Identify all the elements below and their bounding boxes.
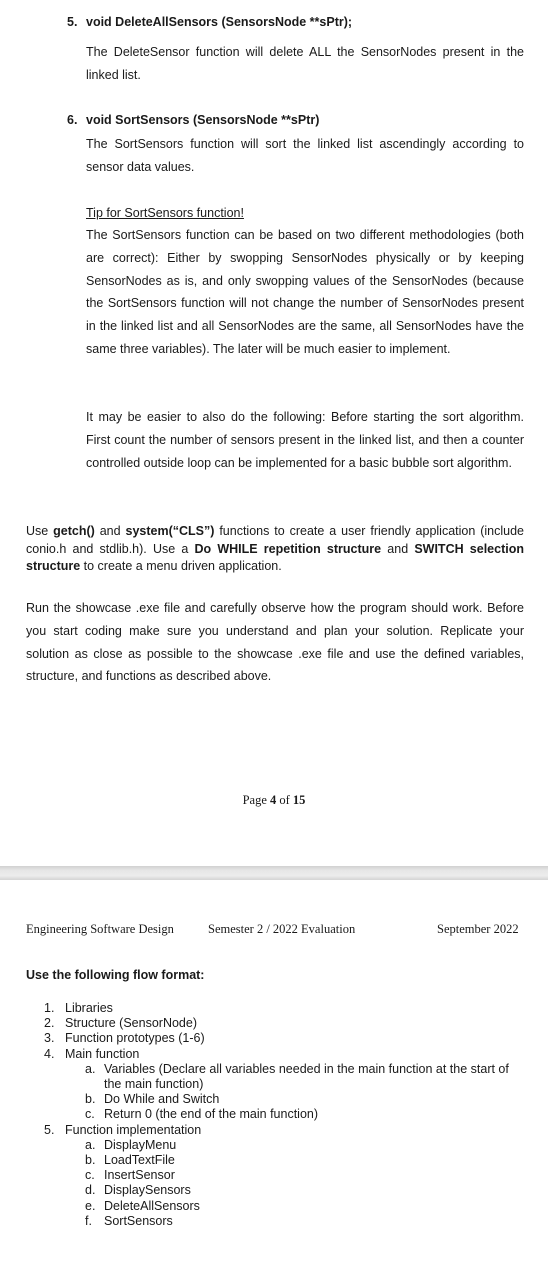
list-letter: e.	[85, 1198, 96, 1213]
bold-term: Do WHILE repetition structure	[194, 541, 382, 556]
list-letter: b.	[85, 1092, 96, 1107]
list-text: DisplaySensors	[104, 1183, 191, 1198]
list-letter: a.	[85, 1061, 96, 1076]
flow-list	[44, 1001, 524, 1229]
header-date: September 2022	[437, 922, 519, 936]
function-heading-sort: void SortSensors (SensorsNode **sPtr)	[86, 113, 320, 127]
item-number: 6.	[67, 113, 78, 127]
instructions-paragraph	[26, 523, 524, 576]
list-item	[85, 1107, 524, 1122]
text-span: functions to create a user friendly application (include conio.h and stdlib.h). Use a	[26, 524, 524, 556]
current-page: 4	[270, 793, 277, 807]
list-item	[85, 1199, 524, 1214]
list-number: 3.	[44, 1031, 55, 1046]
list-item	[85, 1168, 524, 1183]
list-letter: a.	[85, 1137, 96, 1152]
list-text: Libraries	[65, 1001, 113, 1015]
text-span: to create a menu driven application.	[80, 559, 282, 574]
list-text: Function implementation	[65, 1122, 202, 1137]
page-number	[0, 793, 548, 808]
list-text: InsertSensor	[104, 1168, 175, 1183]
delete-all-description: The DeleteSensor function will delete ALL the SensorNodes present in the linked list.	[86, 45, 524, 82]
list-item	[85, 1062, 524, 1092]
list-item	[44, 1047, 524, 1062]
list-item	[44, 1001, 524, 1016]
list-item	[85, 1183, 524, 1198]
list-letter: b.	[85, 1153, 96, 1168]
list-text: Return 0 (the end of the main function)	[104, 1107, 319, 1122]
header-course: Engineering Software Design	[26, 922, 174, 936]
list-number: 5.	[44, 1122, 55, 1137]
document-page-5	[0, 880, 548, 1261]
list-text: Do While and Switch	[104, 1092, 220, 1107]
showcase-paragraph: Run the showcase .exe file and carefully observe how the program should work. Before you start coding make sure you understand and plan your solution. Replicate your solution as close as possible to the showcase .exe file and use the defined variables, structure, and functions as described above.	[26, 601, 524, 684]
list-letter: d.	[85, 1183, 96, 1198]
list-letter: c.	[85, 1107, 95, 1122]
list-text: DisplayMenu	[104, 1137, 177, 1152]
implementation-sublist	[44, 1138, 524, 1229]
text-span: and	[94, 524, 126, 538]
list-number: 2.	[44, 1016, 55, 1031]
sort-description: The SortSensors function will sort the linked list ascendingly according to sensor data values.	[86, 137, 524, 174]
bold-term: getch()	[53, 524, 95, 538]
list-item	[85, 1138, 524, 1153]
list-text: Variables (Declare all variables needed in the main function at the start of the main function)	[104, 1061, 509, 1092]
list-letter: f.	[85, 1213, 92, 1228]
list-item	[85, 1092, 524, 1107]
tip-paragraph: The SortSensors function can be based on two different methodologies (both are correct): Either by swopping SensorNodes physically or by keeping SensorNodes as is, and only swopping values of the SensorNodes (because the SortSensors function will not change the number of SensorNodes present in the linked list and all SensorNodes are the same, all SensorNodes have the same three variables). The later will be much easier to implement.	[86, 228, 524, 356]
list-text: Function prototypes (1-6)	[65, 1031, 205, 1046]
list-text: DeleteAllSensors	[104, 1198, 200, 1213]
page-separator	[0, 866, 548, 880]
list-number: 4.	[44, 1046, 55, 1061]
tip-title: Tip for SortSensors function!	[86, 206, 244, 220]
list-item	[85, 1153, 524, 1168]
list-item	[44, 1016, 524, 1031]
list-number: 1.	[44, 1001, 55, 1015]
list-item	[85, 1214, 524, 1229]
list-letter: c.	[85, 1168, 95, 1183]
text-span: and	[381, 541, 415, 556]
main-function-sublist	[44, 1062, 524, 1123]
list-item	[44, 1123, 524, 1138]
list-text: SortSensors	[104, 1213, 173, 1228]
list-text: Structure (SensorNode)	[65, 1016, 198, 1031]
bold-term: SWITCH selection structure	[26, 541, 524, 574]
flow-format-title: Use the following flow format:	[26, 968, 205, 982]
page-prefix: Page	[242, 793, 270, 807]
item-number: 5.	[67, 15, 78, 29]
list-text: LoadTextFile	[104, 1153, 175, 1168]
page-of: of	[276, 793, 293, 807]
function-heading-delete-all: void DeleteAllSensors (SensorsNode **sPtr);	[86, 15, 353, 29]
list-text: Main function	[65, 1046, 140, 1061]
total-pages: 15	[292, 793, 306, 807]
tip-paragraph-2: It may be easier to also do the following: Before starting the sort algorithm. First count the number of sensors present in the linked list, and then a counter controlled outside loop can be implemented for a basic bubble sort algorithm.	[86, 410, 524, 470]
bold-term: system(“CLS”)	[125, 524, 215, 538]
list-item	[44, 1031, 524, 1046]
header-semester: Semester 2 / 2022 Evaluation	[208, 922, 356, 936]
text-span: Use	[26, 524, 54, 538]
